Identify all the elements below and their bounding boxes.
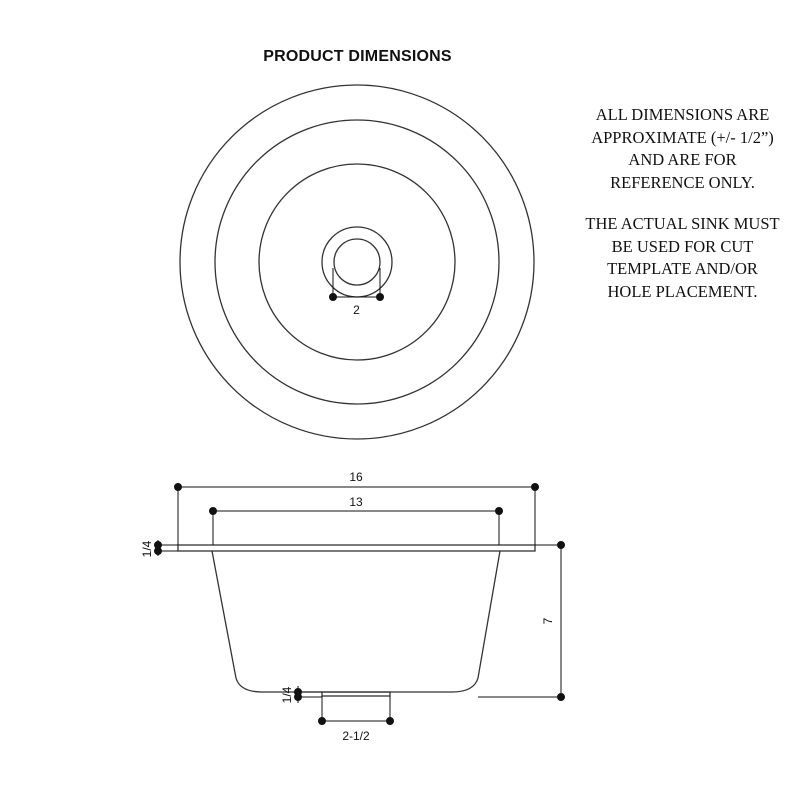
dim-endpoint xyxy=(532,484,539,491)
dim-endpoint xyxy=(387,718,394,725)
dim-endpoint xyxy=(330,294,337,301)
note-line: ALL DIMENSIONS ARE xyxy=(595,105,770,124)
dim-label-overall-width: 16 xyxy=(349,470,363,484)
dim-label-bowl-width: 13 xyxy=(349,495,363,509)
dim-endpoint xyxy=(155,548,162,555)
bowl-profile xyxy=(212,551,500,692)
note-line: BE USED FOR CUT xyxy=(611,236,754,256)
note-line: APPROXIMATE (+/- 1/2”) xyxy=(591,127,774,147)
note-line: HOLE PLACEMENT. xyxy=(607,281,758,301)
dim-label-bottom-thickness: 1/4 xyxy=(280,686,294,704)
rim-flange xyxy=(178,545,535,551)
dim-overall-width xyxy=(175,484,539,546)
dim-bottom-thickness xyxy=(295,686,323,703)
dim-bowl-width xyxy=(210,508,503,546)
note-line: THE ACTUAL SINK MUST xyxy=(585,214,780,233)
dim-endpoint xyxy=(558,694,565,701)
dim-drain-side xyxy=(319,696,394,725)
bowl-circle xyxy=(215,120,499,404)
dim-label-drain-side: 2-1/2 xyxy=(342,729,370,743)
dim-drain-top xyxy=(330,268,384,301)
dim-label-drain-top: 2 xyxy=(353,303,360,317)
dim-endpoint xyxy=(496,508,503,515)
dim-label-depth: 7 xyxy=(541,617,555,625)
drain-hole-circle xyxy=(334,239,380,285)
side-view xyxy=(178,545,535,696)
dim-label-rim-thickness: 1/4 xyxy=(140,540,154,558)
dim-endpoint xyxy=(377,294,384,301)
dim-endpoint xyxy=(558,542,565,549)
top-view xyxy=(180,85,534,439)
page-title: PRODUCT DIMENSIONS xyxy=(263,48,452,65)
note-line: AND ARE FOR xyxy=(628,150,737,169)
note-line: REFERENCE ONLY. xyxy=(610,172,755,192)
dim-endpoint xyxy=(210,508,217,515)
dim-rim-thickness xyxy=(155,540,179,556)
rim-outer-circle xyxy=(180,85,534,439)
drain-outlet xyxy=(322,692,390,696)
note-line: TEMPLATE AND/OR xyxy=(607,259,758,278)
dim-endpoint xyxy=(319,718,326,725)
dim-endpoint xyxy=(295,694,302,701)
dim-endpoint xyxy=(175,484,182,491)
basin-floor-circle xyxy=(259,164,455,360)
